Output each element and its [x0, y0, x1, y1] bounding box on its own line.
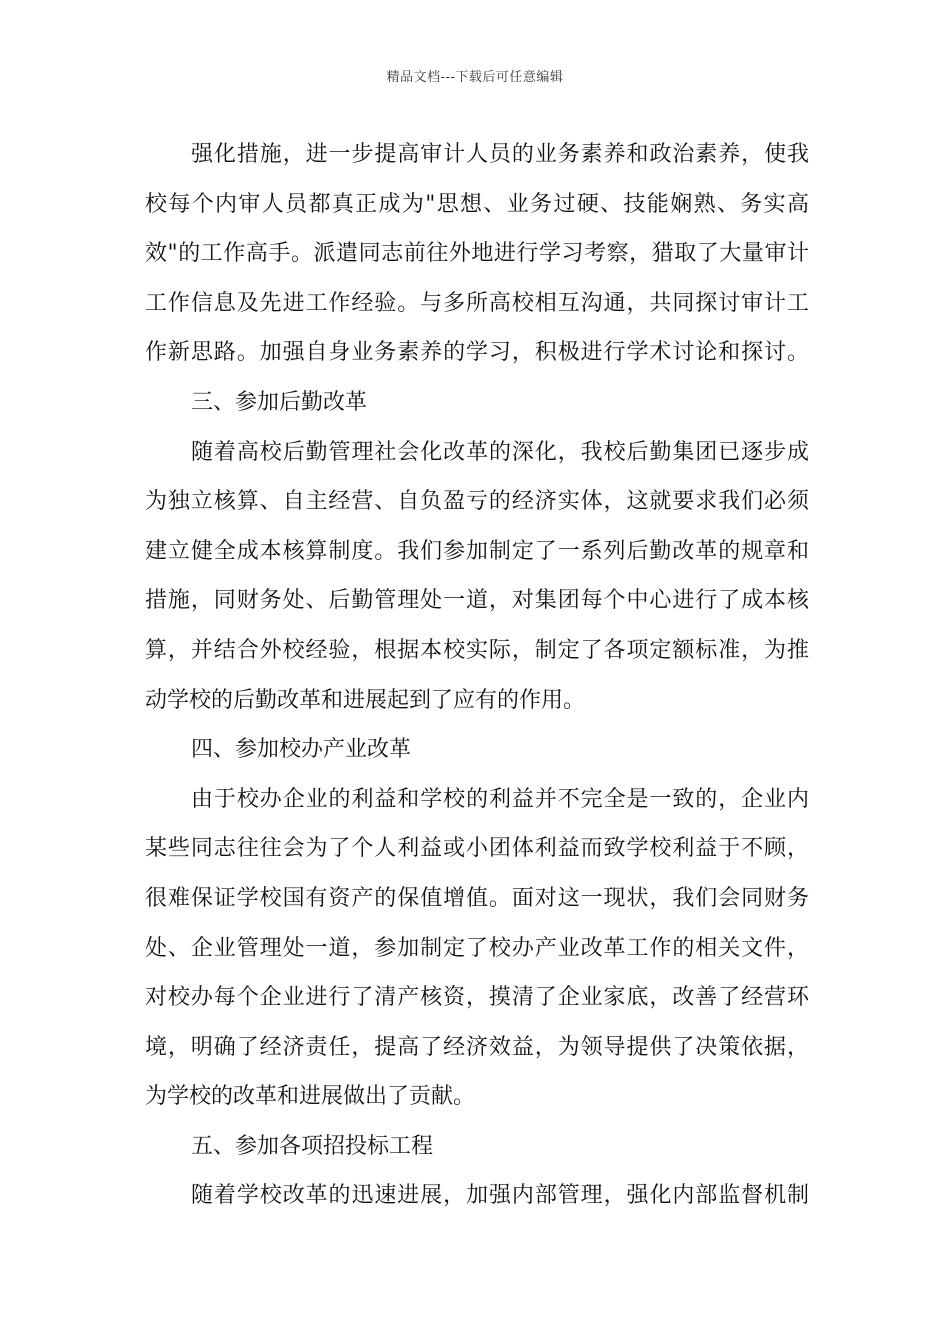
text-line: 为学校的改革和进展做出了贡献。 [145, 1084, 476, 1110]
section-heading: 三、参加后勤改革 [191, 389, 368, 415]
paragraph [145, 775, 809, 1122]
text-line: 随着学校改革的迅速进展，加强内部管理，强化内部监督机制 [191, 1183, 809, 1209]
section-heading: 五、参加各项招投标工程 [191, 1133, 434, 1159]
text-line: 效"的工作高手。派遣同志前往外地进行学习考察，猎取了大量审计 [145, 241, 809, 267]
text-line: 动学校的后勤改革和进展起到了应有的作用。 [145, 687, 586, 713]
text-line: 随着高校后勤管理社会化改革的深化，我校后勤集团已逐步成 [191, 439, 809, 465]
text-line: 算，并结合外校经验，根据本校实际，制定了各项定额标准，为推 [145, 637, 809, 663]
paragraph [145, 428, 809, 726]
text-line: 很难保证学校国有资产的保值增值。面对这一现状，我们会同财务 [145, 885, 809, 911]
text-line: 某些同志往往会为了个人利益或小团体利益而致学校利益于不顾， [145, 836, 809, 862]
text-line: 处、企业管理处一道，参加制定了校办产业改革工作的相关文件， [145, 935, 809, 961]
section-heading: 四、参加校办产业改革 [191, 737, 412, 763]
paragraph [145, 130, 809, 378]
text-line: 对校办每个企业进行了清产核资，摸清了企业家底，改善了经营环 [145, 985, 809, 1011]
text-line: 作新思路。加强自身业务素养的学习，积极进行学术讨论和探讨。 [145, 340, 809, 366]
text-line: 工作信息及先进工作经验。与多所高校相互沟通，共同探讨审计工 [145, 290, 809, 316]
page-header: 精品文档---下载后可任意编辑 [386, 70, 564, 85]
document-body [145, 130, 809, 1221]
text-line: 强化措施，进一步提高审计人员的业务素养和政治素养，使我 [191, 142, 809, 167]
text-line: 措施，同财务处、后勤管理处一道，对集团每个中心进行了成本核 [145, 588, 809, 614]
text-line: 为独立核算、自主经营、自负盈亏的经济实体，这就要求我们必须 [145, 489, 809, 515]
text-line: 由于校办企业的利益和学校的利益并不完全是一致的，企业内 [191, 786, 809, 812]
text-line: 境，明确了经济责任，提高了经济效益，为领导提供了决策依据， [145, 1034, 809, 1060]
text-line: 校每个内审人员都真正成为"思想、业务过硬、技能娴熟、务实高 [145, 191, 809, 217]
paragraph [145, 1171, 809, 1221]
text-line: 建立健全成本核算制度。我们参加制定了一系列后勤改革的规章和 [145, 538, 809, 564]
